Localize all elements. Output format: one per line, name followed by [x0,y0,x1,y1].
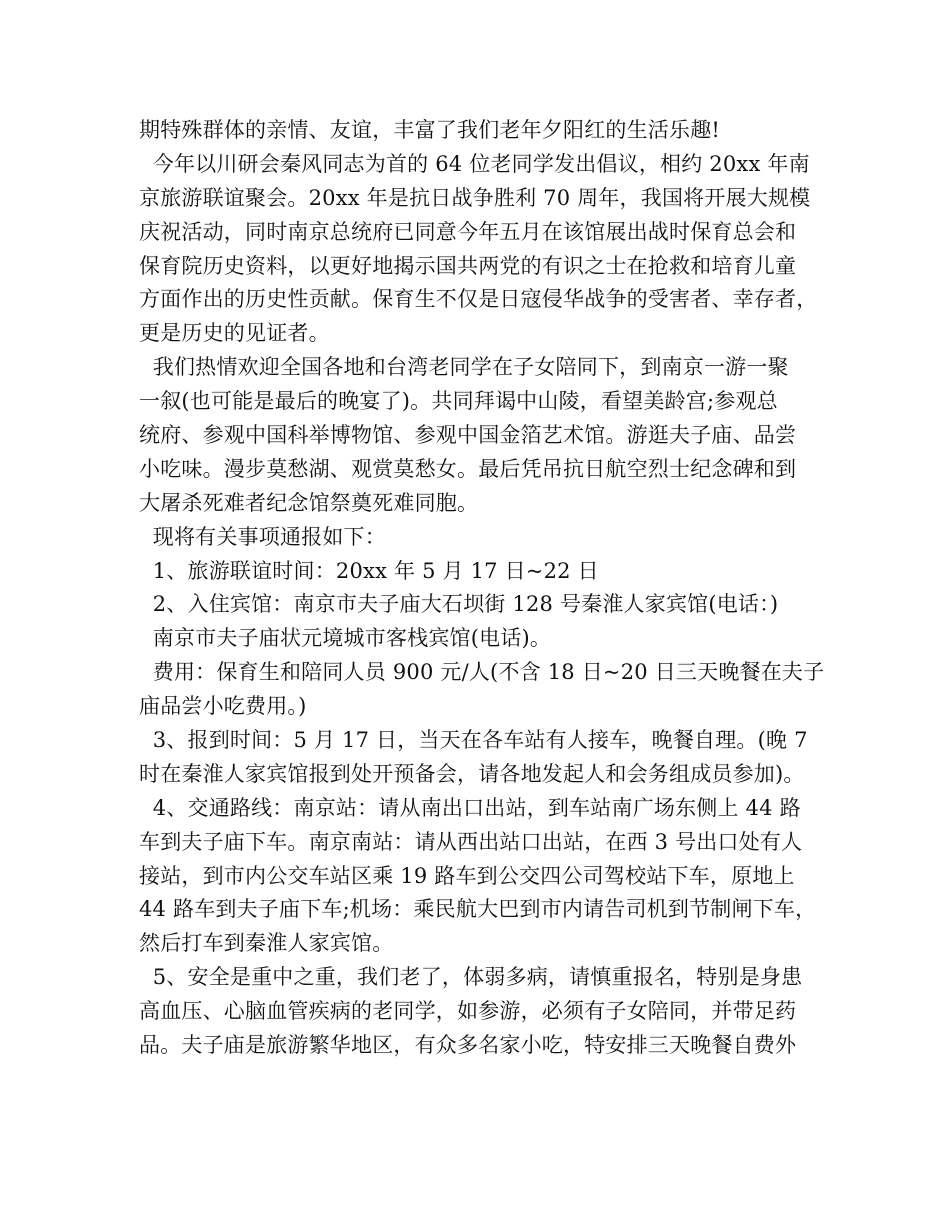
text-line: 接站，到市内公交车站区乘 19 路车到公交四公司驾校站下车，原地上 [139,863,795,888]
text-line: 大屠杀死难者纪念馆祭奠死难同胞。 [139,490,479,515]
text-line: 一叙(也可能是最后的晚宴了)。共同拜谒中山陵，看望美龄宫;参观总 [139,389,778,414]
text-line: 期特殊群体的亲情、友谊，丰富了我们老年夕阳红的生活乐趣! [139,118,721,142]
text-line: 车到夫子庙下车。南京南站：请从西出站口出站，在西 3 号出口处有人 [139,829,803,854]
text-line: 我们热情欢迎全国各地和台湾老同学在子女陪同下，到南京一游一聚 [139,355,789,380]
text-line: 时在秦淮人家宾馆报到处开预备会，请各地发起人和会务组成员参加)。 [139,761,805,786]
text-line: 2、入住宾馆：南京市夫子庙大石坝街 128 号秦淮人家宾馆(电话：) [139,592,779,617]
text-line: 保育院历史资料，以更好地揭示国共两党的有识之士在抢救和培育儿童 [139,253,797,278]
text-line: 现将有关事项通报如下： [139,524,386,549]
text-line: 44 路车到夫子庙下车;机场：乘民航大巴到市内请告司机到节制闸下车， [139,897,817,922]
text-line: 今年以川研会秦风同志为首的 64 位老同学发出倡议，相约 20xx 年南 [139,151,810,176]
text-line: 4、交通路线：南京站：请从南出口出站，到车站南广场东侧上 44 路 [139,795,801,820]
text-line: 京旅游联谊聚会。20xx 年是抗日战争胜利 70 周年，我国将开展大规模 [139,185,811,210]
text-line: 5、安全是重中之重，我们老了，体弱多病，请慎重报名，特别是身患 [139,965,803,990]
text-line: 品。夫子庙是旅游繁华地区，有众多名家小吃，特安排三天晚餐自费外 [139,1033,797,1058]
text-line: 1、旅游联谊时间：20xx 年 5 月 17 日~22 日 [139,558,599,583]
text-line: 小吃味。漫步莫愁湖、观赏莫愁女。最后凭吊抗日航空烈士纪念碑和到 [139,456,797,481]
text-line: 然后打车到秦淮人家宾馆。 [139,931,394,956]
text-line: 方面作出的历史性贡献。保育生不仅是日寇侵华战争的受害者、幸存者， [139,287,818,312]
text-line: 费用：保育生和陪同人员 900 元/人(不含 18 日~20 日三天晚餐在夫子 [139,660,825,685]
text-line: 南京市夫子庙状元境城市客栈宾馆(电话)。 [139,626,552,651]
text-line: 3、报到时间：5 月 17 日，当天在各车站有人接车，晚餐自理。(晚 7 [139,728,808,753]
text-line: 更是历史的见证者。 [139,321,330,346]
text-line: 统府、参观中国科举博物馆、参观中国金箔艺术馆。游逛夫子庙、品尝 [139,423,797,448]
text-line: 高血压、心脑血管疾病的老同学，如参游，必须有子女陪同，并带足药 [139,999,797,1024]
text-line: 庙品尝小吃费用。) [139,694,307,719]
text-line: 庆祝活动，同时南京总统府已同意今年五月在该馆展出战时保育总会和 [139,219,797,244]
document-body [139,114,829,1063]
